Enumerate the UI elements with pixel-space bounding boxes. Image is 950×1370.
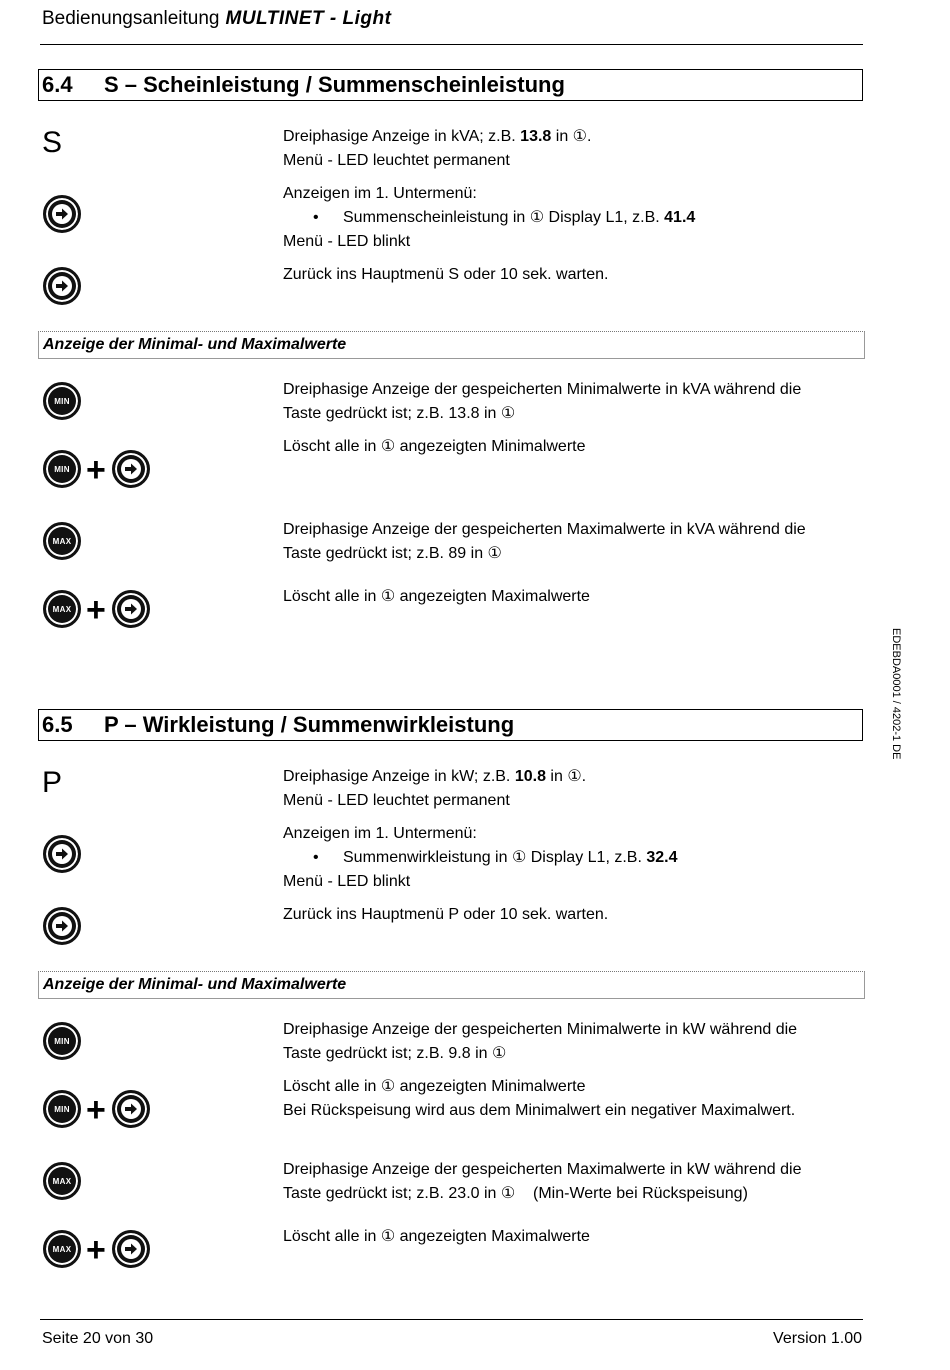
s-max-description [283, 518, 806, 566]
max-label: MAX [52, 1244, 72, 1254]
arrow-button[interactable] [112, 1230, 150, 1268]
min-button[interactable] [43, 382, 81, 420]
s-min-line1: Dreiphasige Anzeige der gespeicherten Minimalwerte in kVA während die [283, 381, 802, 398]
min-label: MIN [54, 464, 70, 474]
p-min-clear-line1: Löscht alle in ① angezeigten Minimalwerte [283, 1078, 586, 1095]
section-number: 6.4 [42, 72, 73, 97]
s-sub-bullet [313, 206, 695, 230]
arrow-button[interactable] [112, 590, 150, 628]
header-title: Bedienungsanleitung [42, 8, 220, 29]
page-number: Seite 20 von 30 [42, 1330, 154, 1347]
min-button[interactable] [43, 1022, 81, 1060]
s-minmax-heading: Anzeige der Minimal- und Maximalwerte [38, 331, 865, 359]
p-min-clear [283, 1075, 795, 1123]
p-submenu-description [283, 822, 677, 894]
s-sub-bullet-text: Summenscheinleistung in ① Display L1, z.B. [343, 209, 665, 226]
p-min-description [283, 1018, 797, 1066]
p-min-line1: Dreiphasige Anzeige der gespeicherten Minimalwerte in kW während die [283, 1021, 798, 1038]
arrow-right-icon [51, 203, 73, 225]
menu-letter-s: S [42, 126, 63, 159]
p-sub-intro: Anzeigen im 1. Untermenü: [283, 825, 477, 842]
document-code: EDEBDA0001 / 4202-1 DE [890, 628, 902, 760]
max-button[interactable] [43, 1230, 81, 1268]
p-max-line2: Taste gedrückt ist; z.B. 23.0 in ① (Min-Werte bei Rückspeisung) [283, 1185, 748, 1202]
p-main-led: Menü - LED leuchtet permanent [283, 792, 510, 809]
s-min-line2: Taste gedrückt ist; z.B. 13.8 in ① [283, 405, 516, 422]
document-header [42, 8, 391, 30]
p-minmax-heading: Anzeige der Minimal- und Maximalwerte [38, 971, 865, 999]
arrow-button[interactable] [43, 907, 81, 945]
s-back-text: Zurück ins Hauptmenü S oder 10 sek. warten. [283, 266, 609, 283]
max-label: MAX [52, 604, 72, 614]
max-label: MAX [52, 1176, 72, 1186]
s-main-suffix: in ①. [551, 128, 592, 145]
s-main-text: Dreiphasige Anzeige in kVA; z.B. [283, 128, 521, 145]
s-main-description [283, 125, 591, 173]
side-note [850, 628, 940, 760]
menu-letter-p: P [42, 766, 63, 799]
section-title: P – Wirkleistung / Summenwirkleistung [104, 712, 515, 737]
p-max-line1: Dreiphasige Anzeige der gespeicherten Maximalwerte in kW während die [283, 1161, 802, 1178]
s-main-value: 13.8 [520, 128, 552, 145]
plus-sign: + [86, 451, 106, 489]
arrow-right-icon [51, 843, 73, 865]
p-sub-led: Menü - LED blinkt [283, 873, 411, 890]
s-sub-intro: Anzeigen im 1. Untermenü: [283, 185, 477, 202]
arrow-right-icon [120, 1098, 142, 1120]
min-label: MIN [54, 1104, 70, 1114]
plus-sign: + [86, 1091, 106, 1129]
version-label: Version 1.00 [773, 1330, 862, 1347]
arrow-button[interactable] [112, 450, 150, 488]
section-title: S – Scheinleistung / Summenscheinleistung [104, 72, 565, 97]
min-label: MIN [54, 1036, 70, 1046]
s-submenu-description [283, 182, 695, 254]
s-max-line1: Dreiphasige Anzeige der gespeicherten Maximalwerte in kVA während die [283, 521, 806, 538]
arrow-button[interactable] [43, 835, 81, 873]
p-main-description [283, 765, 586, 813]
min-button[interactable] [43, 1090, 81, 1128]
arrow-button[interactable] [43, 267, 81, 305]
p-min-line2: Taste gedrückt ist; z.B. 9.8 in ① [283, 1045, 507, 1062]
max-button[interactable] [43, 522, 81, 560]
section-heading-6-5 [38, 709, 863, 741]
s-sub-bullet-value: 41.4 [664, 209, 696, 226]
header-divider [40, 44, 863, 45]
arrow-right-icon [120, 1238, 142, 1260]
p-main-value: 10.8 [514, 768, 546, 785]
arrow-button[interactable] [112, 1090, 150, 1128]
arrow-right-icon [51, 275, 73, 297]
arrow-right-icon [51, 915, 73, 937]
s-max-line2: Taste gedrückt ist; z.B. 89 in ① [283, 545, 502, 562]
p-main-text: Dreiphasige Anzeige in kW; z.B. [283, 768, 515, 785]
p-sub-bullet-value: 32.4 [646, 849, 678, 866]
arrow-right-icon [120, 458, 142, 480]
arrow-button[interactable] [43, 195, 81, 233]
min-button[interactable] [43, 450, 81, 488]
s-min-clear: Löscht alle in ① angezeigten Minimalwerte [283, 438, 586, 455]
p-max-description [283, 1158, 802, 1206]
p-main-suffix: in ①. [545, 768, 587, 785]
max-label: MAX [52, 536, 72, 546]
p-max-clear: Löscht alle in ① angezeigten Maximalwerte [283, 1228, 590, 1245]
s-max-clear: Löscht alle in ① angezeigten Maximalwerte [283, 588, 590, 605]
min-label: MIN [54, 396, 70, 406]
section-heading-6-4 [38, 69, 863, 101]
plus-sign: + [86, 591, 106, 629]
s-main-led: Menü - LED leuchtet permanent [283, 152, 510, 169]
p-back-text: Zurück ins Hauptmenü P oder 10 sek. warten. [283, 906, 609, 923]
arrow-right-icon [120, 598, 142, 620]
s-min-description [283, 378, 801, 426]
max-button[interactable] [43, 590, 81, 628]
header-brand: MULTINET - Light [225, 8, 392, 29]
p-sub-bullet-text: Summenwirkleistung in ① Display L1, z.B. [343, 849, 647, 866]
footer-divider [40, 1319, 863, 1320]
max-button[interactable] [43, 1162, 81, 1200]
section-number: 6.5 [42, 712, 73, 737]
p-sub-bullet [313, 846, 677, 870]
plus-sign: + [86, 1231, 106, 1269]
p-min-clear-line2: Bei Rückspeisung wird aus dem Minimalwert ein negativer Maximalwert. [283, 1102, 796, 1119]
s-sub-led: Menü - LED blinkt [283, 233, 411, 250]
